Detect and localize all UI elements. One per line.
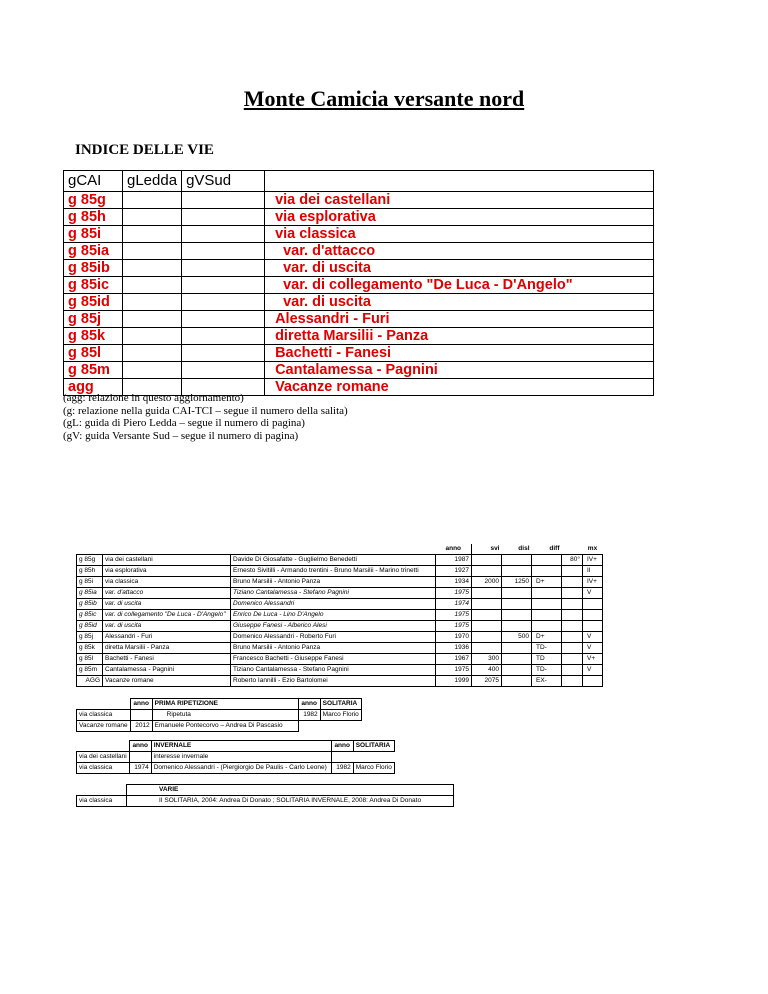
route-mx: IV+ (583, 555, 603, 566)
route-anno: 1975 (436, 610, 472, 621)
route-name: var. di uscita (265, 294, 654, 311)
route-svi (472, 643, 502, 654)
vsud-cell (182, 328, 265, 345)
table-row (77, 643, 603, 654)
vsud-cell (182, 243, 265, 260)
table-row (64, 226, 654, 243)
route-deg (562, 566, 583, 577)
route-deg (562, 610, 583, 621)
table-row (77, 555, 603, 566)
route-name: via esplorativa (265, 209, 654, 226)
rep-header-anno: anno (130, 699, 152, 710)
table-row (77, 588, 603, 599)
route-svi (472, 555, 502, 566)
win-anno (129, 752, 151, 763)
table-row (77, 752, 395, 763)
route-code: g 85k (77, 643, 103, 654)
rep-header-anno2: anno (298, 699, 320, 710)
route-authors: Giuseppe Fanesi - Alberico Alesi (231, 621, 436, 632)
route-name: Vacanze romane (265, 379, 654, 396)
header-diff: diff (532, 544, 562, 555)
table-row (77, 599, 603, 610)
ledda-cell (123, 328, 182, 345)
route-disl (502, 654, 532, 665)
route-name: via classica (103, 577, 231, 588)
route-diff (532, 621, 562, 632)
table-row (64, 260, 654, 277)
vsud-cell (182, 345, 265, 362)
route-authors: Roberto Iannilli - Ezio Bartolomei (231, 676, 436, 687)
index-header-row (64, 171, 654, 192)
rep-anno (130, 710, 152, 721)
route-svi (472, 588, 502, 599)
rep-header-sol: SOLITARIA (320, 699, 361, 710)
route-disl (502, 566, 532, 577)
repetitions-table (76, 698, 362, 732)
route-mx (583, 676, 603, 687)
route-disl: 1250 (502, 577, 532, 588)
table-row (77, 654, 603, 665)
route-index-table (63, 170, 654, 396)
page-title: Monte Camicia versante nord (243, 86, 525, 111)
table-row (77, 676, 603, 687)
route-code: g 85i (77, 577, 103, 588)
route-name: via dei castellani (103, 555, 231, 566)
routes-table (76, 544, 603, 687)
route-code: g 85j (64, 311, 123, 328)
route-code: g 85j (77, 632, 103, 643)
rep-route: via classica (77, 710, 131, 721)
rep-text: Ripetuta (152, 710, 298, 721)
header-disl: disl (502, 544, 532, 555)
route-name: var. d'attacco (265, 243, 654, 260)
route-diff: TD- (532, 643, 562, 654)
table-row (64, 294, 654, 311)
route-code: g 85ia (64, 243, 123, 260)
route-disl (502, 676, 532, 687)
route-code: g 85h (77, 566, 103, 577)
route-name: Vacanze romane (103, 676, 231, 687)
ledda-cell (123, 192, 182, 209)
route-diff: EX- (532, 676, 562, 687)
route-name: Alessandri - Furi (103, 632, 231, 643)
route-authors: Tiziano Cantalamessa - Stefano Pagnini (231, 665, 436, 676)
route-svi (472, 566, 502, 577)
ledda-cell (123, 362, 182, 379)
route-authors: Bruno Marsilii - Antonio Panza (231, 577, 436, 588)
route-code: g 85id (64, 294, 123, 311)
route-name: var. di collegamento "De Luca - D'Angelo" (103, 610, 231, 621)
win-route: via dei castellani (77, 752, 130, 763)
header-gledda: gLedda (123, 171, 182, 192)
win-header-inv: INVERNALE (151, 741, 331, 752)
table-row (64, 243, 654, 260)
route-code: g 85ib (77, 599, 103, 610)
route-anno: 1934 (436, 577, 472, 588)
route-name: via esplorativa (103, 566, 231, 577)
vsud-cell (182, 277, 265, 294)
route-mx: V (583, 632, 603, 643)
route-diff (532, 610, 562, 621)
route-code: AGG (77, 676, 103, 687)
route-mx (583, 599, 603, 610)
route-deg (562, 621, 583, 632)
header-empty (265, 171, 654, 192)
legend-line: (agg: relazione in questo aggiornamento) (63, 392, 244, 404)
vsud-cell (182, 260, 265, 277)
route-svi (472, 610, 502, 621)
legend-line: (gV: guida Versante Sud – segue il numero di pagina) (63, 429, 299, 442)
route-deg (562, 643, 583, 654)
route-name: diretta Marsilii - Panza (265, 328, 654, 345)
route-svi: 400 (472, 665, 502, 676)
win-header-sol: SOLITARIA (353, 741, 394, 752)
route-anno: 1974 (436, 599, 472, 610)
varie-header-row (77, 785, 454, 796)
route-diff (532, 588, 562, 599)
table-row (77, 577, 603, 588)
table-row (77, 721, 362, 732)
win-header-anno2: anno (331, 741, 353, 752)
route-name: var. di uscita (103, 599, 231, 610)
route-anno: 1975 (436, 621, 472, 632)
header-svi: svi (472, 544, 502, 555)
ledda-cell (123, 294, 182, 311)
table-row (77, 621, 603, 632)
route-name: Cantalamessa - Pagnini (265, 362, 654, 379)
table-row (77, 665, 603, 676)
route-anno: 1999 (436, 676, 472, 687)
route-disl (502, 621, 532, 632)
table-row (64, 311, 654, 328)
route-name: Alessandri - Furi (265, 311, 654, 328)
route-svi: 300 (472, 654, 502, 665)
route-anno: 1936 (436, 643, 472, 654)
route-diff (532, 566, 562, 577)
legend (63, 392, 348, 442)
header-anno: anno (436, 544, 472, 555)
route-code: g 85k (64, 328, 123, 345)
route-authors: Davide Di Giosafatte - Guglielmo Benedetti (231, 555, 436, 566)
route-name: via dei castellani (265, 192, 654, 209)
rep-sol: Marco Florio (320, 710, 361, 721)
route-svi (472, 632, 502, 643)
route-disl (502, 599, 532, 610)
vsud-cell (182, 192, 265, 209)
header-gvsud: gVSud (182, 171, 265, 192)
table-row (77, 763, 395, 774)
route-authors: Domenico Alessandri - Roberto Furi (231, 632, 436, 643)
legend-line: (g: relazione nella guida CAI-TCI – segue il numero della salita) (63, 404, 348, 417)
route-disl (502, 665, 532, 676)
route-code: agg (64, 379, 123, 396)
route-authors: Tiziano Cantalamessa - Stefano Pagnini (231, 588, 436, 599)
route-deg (562, 665, 583, 676)
route-name: via classica (265, 226, 654, 243)
route-name: var. di uscita (103, 621, 231, 632)
varie-header: VARIE (127, 785, 454, 796)
route-anno: 1975 (436, 588, 472, 599)
table-row (64, 277, 654, 294)
table-row (77, 710, 362, 721)
route-code: g 85i (64, 226, 123, 243)
win-text: Domenico Alessandri - (Piergiorgio De Paulis - Carlo Leone) (151, 763, 331, 774)
route-code: g 85ic (77, 610, 103, 621)
routes-header-row (77, 544, 603, 555)
route-code: g 85h (64, 209, 123, 226)
route-code: g 85m (64, 362, 123, 379)
ledda-cell (123, 226, 182, 243)
rep-text: Emanuele Pontecorvo – Andrea Di Pascasio (152, 721, 298, 732)
route-authors: Ernesto Sivitilli - Armando trentini - Bruno Marsilii - Marino trinetti (231, 566, 436, 577)
route-diff (532, 599, 562, 610)
win-route: via classica (77, 763, 130, 774)
win-anno2: 1982 (331, 763, 353, 774)
route-svi (472, 599, 502, 610)
route-deg (562, 632, 583, 643)
winter-header-row (77, 741, 395, 752)
route-deg (562, 588, 583, 599)
route-diff: D+ (532, 632, 562, 643)
varie-route: via classica (77, 796, 127, 807)
route-mx (583, 610, 603, 621)
route-deg (562, 654, 583, 665)
route-deg (562, 676, 583, 687)
route-mx: V (583, 643, 603, 654)
rep-header-prima: PRIMA RIPETIZIONE (152, 699, 298, 710)
route-anno: 1967 (436, 654, 472, 665)
repetitions-header-row (77, 699, 362, 710)
route-diff: D+ (532, 577, 562, 588)
ledda-cell (123, 209, 182, 226)
vsud-cell (182, 209, 265, 226)
table-row (77, 610, 603, 621)
table-row (77, 632, 603, 643)
route-anno: 1970 (436, 632, 472, 643)
varie-table (76, 784, 454, 807)
route-disl (502, 555, 532, 566)
route-anno: 1927 (436, 566, 472, 577)
route-mx: V (583, 588, 603, 599)
route-mx (583, 621, 603, 632)
header-gcai: gCAI (64, 171, 123, 192)
route-anno: 1975 (436, 665, 472, 676)
index-subtitle: INDICE DELLE VIE (75, 142, 214, 158)
ledda-cell (123, 260, 182, 277)
route-name: var. d'attacco (103, 588, 231, 599)
vsud-cell (182, 362, 265, 379)
route-name: diretta Marsilii - Panza (103, 643, 231, 654)
route-code: g 85g (64, 192, 123, 209)
route-diff: TD (532, 654, 562, 665)
route-name: var. di collegamento "De Luca - D'Angelo" (265, 277, 654, 294)
route-mx: V+ (583, 654, 603, 665)
table-row (64, 328, 654, 345)
route-code: g 85id (77, 621, 103, 632)
route-code: g 85g (77, 555, 103, 566)
rep-route: Vacanze romane (77, 721, 131, 732)
vsud-cell (182, 226, 265, 243)
route-name: Bachetti - Fanesi (265, 345, 654, 362)
route-svi: 2000 (472, 577, 502, 588)
ledda-cell (123, 243, 182, 260)
route-disl (502, 610, 532, 621)
route-anno: 1987 (436, 555, 472, 566)
route-authors: Domenico Alessandri (231, 599, 436, 610)
route-name: var. di uscita (265, 260, 654, 277)
route-code: g 85l (64, 345, 123, 362)
route-code: g 85m (77, 665, 103, 676)
table-row (64, 345, 654, 362)
table-row (64, 362, 654, 379)
route-name: Cantalamessa - Pagnini (103, 665, 231, 676)
ledda-cell (123, 311, 182, 328)
header-mx: mx (583, 544, 603, 555)
route-disl (502, 588, 532, 599)
ledda-cell (123, 277, 182, 294)
win-anno: 1974 (129, 763, 151, 774)
rep-anno: 2012 (130, 721, 152, 732)
route-deg (562, 577, 583, 588)
win-text: interesse invernale (151, 752, 331, 763)
route-authors: Bruno Marsilii - Antonio Panza (231, 643, 436, 654)
route-code: g 85l (77, 654, 103, 665)
table-row (77, 566, 603, 577)
route-mx: IV+ (583, 577, 603, 588)
legend-line: (gL: guida di Piero Ledda – segue il numero di pagina) (63, 417, 305, 429)
table-row (64, 209, 654, 226)
route-code: g 85ic (64, 277, 123, 294)
route-mx: V (583, 665, 603, 676)
winter-table (76, 740, 395, 774)
vsud-cell (182, 311, 265, 328)
table-row (64, 192, 654, 209)
table-row (77, 796, 454, 807)
route-diff (532, 555, 562, 566)
route-code: g 85ia (77, 588, 103, 599)
win-sol: Marco Florio (353, 763, 394, 774)
route-svi: 2075 (472, 676, 502, 687)
route-authors: Francesco Bachetti - Giuseppe Fanesi (231, 654, 436, 665)
win-header-anno: anno (129, 741, 151, 752)
route-disl: 500 (502, 632, 532, 643)
route-disl (502, 643, 532, 654)
route-name: Bachetti - Fanesi (103, 654, 231, 665)
route-deg: 80° (562, 555, 583, 566)
ledda-cell (123, 345, 182, 362)
vsud-cell (182, 294, 265, 311)
route-mx: II (583, 566, 603, 577)
route-diff: TD- (532, 665, 562, 676)
varie-text: II SOLITARIA, 2004: Andrea Di Donato ; SOLITARIA INVERNALE, 2008: Andrea Di Donato (127, 796, 454, 807)
route-authors: Enrico De Luca - Lino D'Angelo (231, 610, 436, 621)
route-code: g 85ib (64, 260, 123, 277)
route-svi (472, 621, 502, 632)
rep-anno2: 1982 (298, 710, 320, 721)
route-deg (562, 599, 583, 610)
